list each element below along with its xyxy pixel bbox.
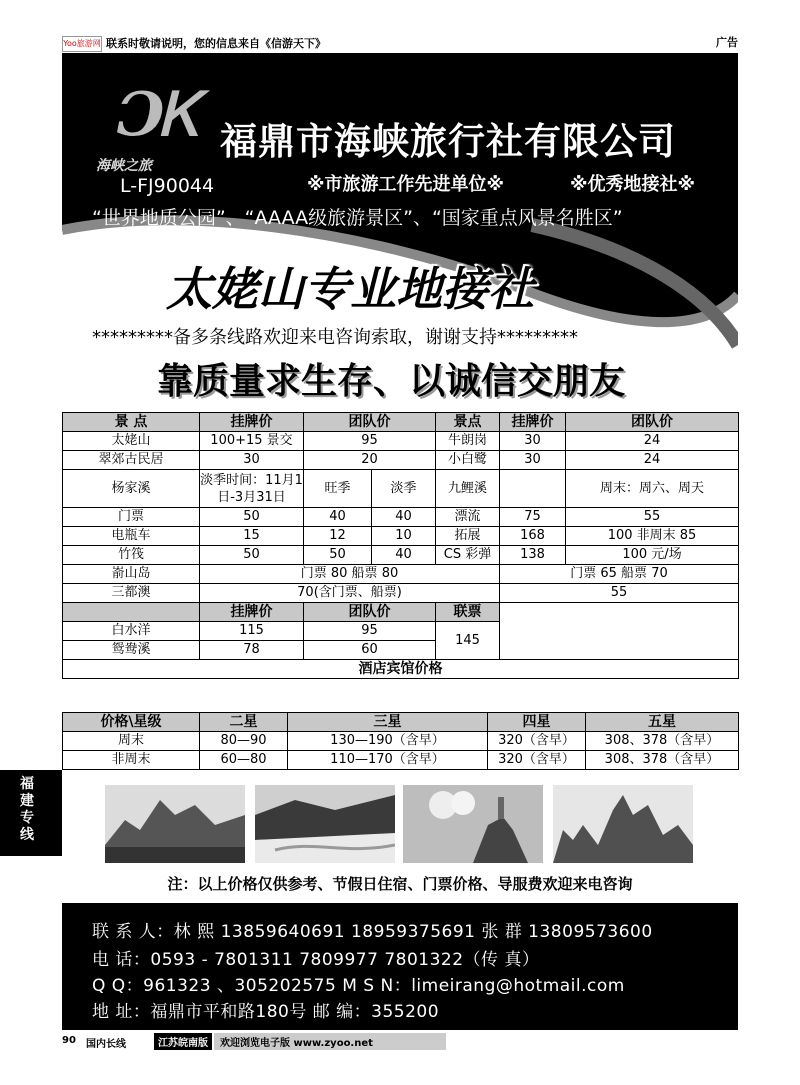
cell: 门票 65 船票 70 <box>500 565 739 584</box>
honor-badge: ※市旅游工作先进单位※ <box>307 174 504 195</box>
cell: CS 彩弹 <box>436 546 500 565</box>
cell: 30 <box>500 451 566 470</box>
table-row <box>63 584 739 603</box>
ad-tag: 广告 <box>716 36 738 49</box>
table-row <box>63 508 739 527</box>
header-cell: 挂牌价 <box>200 603 304 622</box>
contact-person: 联 系 人：林 熙 13859640691 18959375691 张 群 13809573600 <box>92 922 653 942</box>
edition-label: 江苏皖南版 <box>154 1033 212 1050</box>
scenery-photo <box>403 785 543 863</box>
cell: 100 非周末 85 <box>566 527 739 546</box>
cell: 10 <box>372 527 436 546</box>
cell: 20 <box>304 451 436 470</box>
hotel-title: 酒店宾馆价格 <box>63 660 739 679</box>
table-row <box>63 732 739 751</box>
cell: 40 <box>372 546 436 565</box>
contact-address: 地 址：福鼎市平和路180号 邮 编：355200 <box>92 1002 440 1022</box>
page-footer <box>62 1033 738 1051</box>
table-header-row <box>63 713 739 732</box>
cell: 小白鹭 <box>436 451 500 470</box>
section-name: 国内长线 <box>86 1039 126 1050</box>
table-row <box>63 470 739 508</box>
cell: 淡季 <box>372 470 436 508</box>
cell: 淡季时间：11月1日-3月31日 <box>200 470 304 508</box>
cell: 翠郊古民居 <box>63 451 200 470</box>
header-cell: 二星 <box>200 713 288 732</box>
header-cell: 四星 <box>488 713 586 732</box>
cell: 15 <box>200 527 304 546</box>
cell: 周末 <box>63 732 200 751</box>
table-header-row <box>63 413 739 432</box>
contact-qq-msn: Q Q：961323 、305202575 M S N：limeirang@hotmail.com <box>92 976 625 996</box>
cell: 周末：周六、周天 <box>566 470 739 508</box>
cell: 嵛山岛 <box>63 565 200 584</box>
cell <box>500 470 566 508</box>
cell: 70(含门票、船票) <box>200 584 500 603</box>
table-row <box>63 565 739 584</box>
scenery-photo <box>553 785 693 863</box>
source-note: 联系时敬请说明，您的信息来自《信游天下》 <box>106 37 326 50</box>
publisher-logo: Yoo旅游网 <box>62 36 102 52</box>
top-bar <box>62 36 738 52</box>
website-link[interactable]: 欢迎浏览电子版 www.zyoo.net <box>214 1033 446 1050</box>
cell: 30 <box>500 432 566 451</box>
cell: 40 <box>304 508 372 527</box>
cell: 40 <box>372 508 436 527</box>
cell: 50 <box>304 546 372 565</box>
cell: 145 <box>436 622 500 660</box>
cell: 50 <box>200 546 304 565</box>
cell: 75 <box>500 508 566 527</box>
header-cell: 价格\星级 <box>63 713 200 732</box>
cell: 太姥山 <box>63 432 200 451</box>
cell: 80—90 <box>200 732 288 751</box>
table-row <box>63 432 739 451</box>
cell: 138 <box>500 546 566 565</box>
company-logo-icon: ƆᏦ <box>117 80 195 150</box>
table-subheader-row <box>63 603 739 622</box>
cell: 168 <box>500 527 566 546</box>
cell: 100 元/场 <box>566 546 739 565</box>
cell: 漂流 <box>436 508 500 527</box>
table-row <box>63 527 739 546</box>
header-cell: 挂牌价 <box>200 413 304 432</box>
header-cell: 团队价 <box>304 413 436 432</box>
cell: 三都澳 <box>63 584 200 603</box>
contact-phone: 电 话：0593 - 7801311 7809977 7801322（传 真） <box>92 950 540 970</box>
cell: 电瓶车 <box>63 527 200 546</box>
table-row <box>63 451 739 470</box>
cell: 九鲤溪 <box>436 470 500 508</box>
cell: 非周末 <box>63 751 200 770</box>
cell: 白水洋 <box>63 622 200 641</box>
cell: 308、378（含早） <box>586 732 739 751</box>
cell: 60—80 <box>200 751 288 770</box>
scenery-photo <box>105 785 245 863</box>
cell: 130—190（含早） <box>288 732 488 751</box>
scenery-photo <box>255 785 395 863</box>
cell: 竹筏 <box>63 546 200 565</box>
blank-cell <box>500 603 739 660</box>
cell: 鸳鸯溪 <box>63 641 200 660</box>
hotel-title-row <box>63 660 739 679</box>
scenic-titles: “世界地质公园”、“AAAA级旅游景区”、“国家重点风景名胜区” <box>92 207 623 229</box>
cell: 55 <box>500 584 739 603</box>
table-row <box>63 546 739 565</box>
cell: 门票 <box>63 508 200 527</box>
honor-badge: ※优秀地接社※ <box>570 174 695 195</box>
price-table <box>62 412 739 679</box>
header-cell: 挂牌价 <box>500 413 566 432</box>
cell: 95 <box>304 622 436 641</box>
header-cell <box>63 603 200 622</box>
cell: 55 <box>566 508 739 527</box>
cell: 320（含早） <box>488 751 586 770</box>
header-cell: 联票 <box>436 603 500 622</box>
banner <box>62 55 738 412</box>
cell: 旺季 <box>304 470 372 508</box>
slogan: 太姥山专业地接社 <box>166 262 534 316</box>
cell: 30 <box>200 451 304 470</box>
cell: 牛朗岗 <box>436 432 500 451</box>
header-cell: 三星 <box>288 713 488 732</box>
routes-note: *********备多条线路欢迎来电咨询索取，谢谢支持********* <box>92 327 578 348</box>
cell: 24 <box>566 451 739 470</box>
cell: 60 <box>304 641 436 660</box>
cell: 杨家溪 <box>63 470 200 508</box>
table-row <box>63 751 739 770</box>
header-cell: 五星 <box>586 713 739 732</box>
motto: 靠质量求生存、以诚信交朋友 <box>157 360 626 402</box>
logo-subtitle: 海峡之旅 <box>96 158 152 174</box>
cell: 110—170（含早） <box>288 751 488 770</box>
page-number: 90 <box>62 1035 76 1046</box>
photo-strip <box>105 785 693 865</box>
header-cell: 团队价 <box>304 603 436 622</box>
cell: 50 <box>200 508 304 527</box>
header-cell: 团队价 <box>566 413 739 432</box>
contact-panel <box>62 903 738 1030</box>
cell: 320（含早） <box>488 732 586 751</box>
cell: 115 <box>200 622 304 641</box>
cell: 308、378（含早） <box>586 751 739 770</box>
cell: 门票 80 船票 80 <box>200 565 500 584</box>
license-number: L-FJ90044 <box>120 175 215 197</box>
cell: 24 <box>566 432 739 451</box>
company-name: 福鼎市海峡旅行社有限公司 <box>220 120 676 163</box>
header-cell: 景 点 <box>63 413 200 432</box>
cell: 95 <box>304 432 436 451</box>
cell: 78 <box>200 641 304 660</box>
price-disclaimer: 注：以上价格仅供参考、节假日住宿、门票价格、导服费欢迎来电咨询 <box>167 875 633 893</box>
cell: 100+15 景交 <box>200 432 304 451</box>
section-side-tab <box>0 770 62 856</box>
hotel-table <box>62 712 739 770</box>
cell: 拓展 <box>436 527 500 546</box>
side-tab-label: 福建专线 <box>20 776 34 843</box>
header-cell: 景点 <box>436 413 500 432</box>
cell: 12 <box>304 527 372 546</box>
